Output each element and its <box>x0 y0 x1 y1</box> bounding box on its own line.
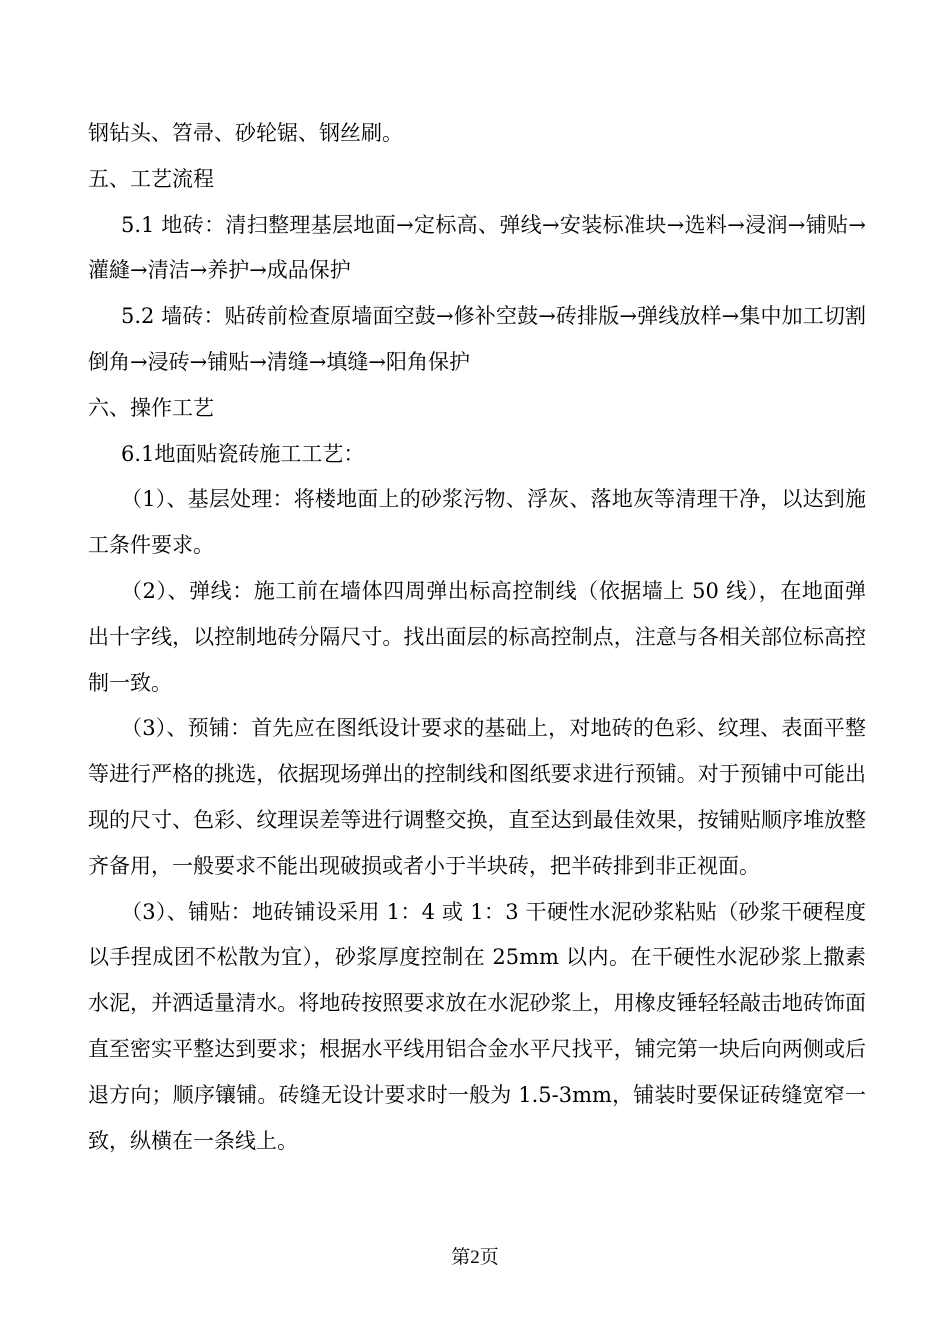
paragraph-line-marking: （2）、弹线：施工前在墙体四周弹出标高控制线（依据墙上 50 线），在地面弹出十字线，以控制地砖分隔尺寸。找出面层的标高控制点，注意与各相关部位标高控制一致。 <box>88 578 866 695</box>
body-text <box>88 111 866 1164</box>
section-heading-operation: 六、操作工艺 <box>88 395 214 420</box>
page-number: 第2页 <box>451 1247 499 1268</box>
paragraph-base-treatment: （1）、基层处理：将楼地面上的砂浆污物、浮灰、落地灰等清理干净，以达到施工条件要求。 <box>88 487 866 558</box>
section-heading-process-flow: 五、工艺流程 <box>88 166 214 191</box>
paragraph-laying: （3）、铺贴：地砖铺设采用 1：4 或 1：3 干硬性水泥砂浆粘贴（砂浆干硬程度以手捏成团不松散为宜），砂浆厚度控制在 25mm 以内。在干硬性水泥砂浆上撒素水泥，并洒适量清水。将地砖按照要求放在水泥砂浆上，用橡皮锤轻轻敲击地砖饰面直至密实平整达到要求；根据水平线用铝合金水平尺找平，铺完第一块后向两侧或后退方向；顺序镶铺。砖缝无设计要求时一般为 1.5-3mm，铺装时要保证砖缝宽窄一致，纵横在一条线上。 <box>88 899 866 1153</box>
paragraph-tools-continued: 钢钻头、笤帚、砂轮锯、钢丝刷。 <box>88 121 403 145</box>
paragraph-5-1-floor-tile: 5.1 地砖：清扫整理基层地面→定标高、弹线→安装标准块→选料→浸润→铺贴→灌縫→清洁→养护→成品保护 <box>88 212 866 283</box>
paragraph-6-1-title: 6.1地面贴瓷砖施工工艺： <box>121 441 365 466</box>
paragraph-pre-laying: （3）、预铺：首先应在图纸设计要求的基础上，对地砖的色彩、纹理、表面平整等进行严格的挑选，依据现场弹出的控制线和图纸要求进行预铺。对于预铺中可能出现的尺寸、色彩、纹理误差等进行调整交换，直至达到最佳效果，按铺贴顺序堆放整齐备用，一般要求不能出现破损或者小于半块砖，把半砖排到非正视面。 <box>88 716 866 878</box>
paragraph-5-2-wall-tile: 5.2 墙砖：贴砖前检查原墙面空鼓→修补空鼓→砖排版→弹线放样→集中加工切割倒角→浸砖→铺贴→清缝→填缝→阳角保护 <box>88 304 866 374</box>
